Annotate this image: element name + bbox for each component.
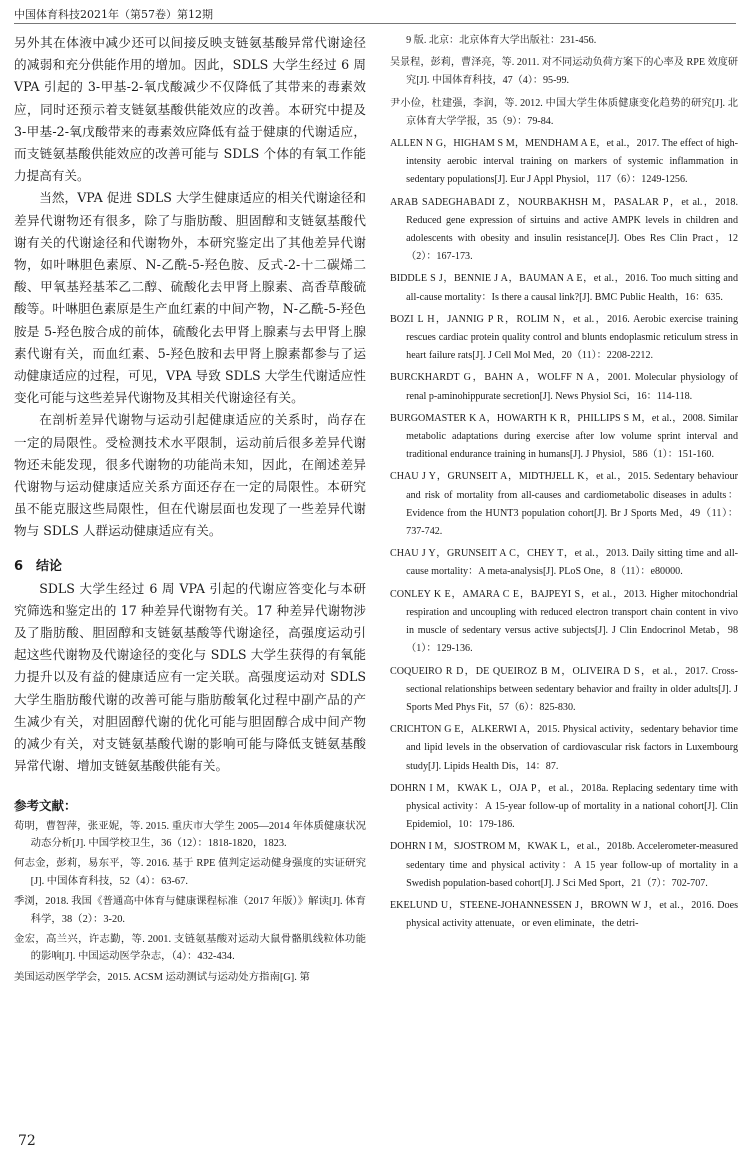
- conclusion-paragraph: SDLS 大学生经过 6 周 VPA 引起的代谢应答变化与本研究筛选和鉴定出的 17 种差异代谢物有关。17 种差异代谢物涉及了脂肪酸、胆固醇和支链氨基酸等代谢途径，高强度运动引起这些代谢物及代谢途径的变化与 SDLS 大学生获得的有氧能力提升以及有益的健康适应有一定关联。高强度运动对 SDLS 大学生脂肪酸代谢的改善可能与脂肪酸氧化过程中副产品的产生减少有关，对胆固醇代谢的优化可能与胆固醇合成中间产物的减少有关，对支链氨基酸代谢的影响可能与降低支链氨基酸异常代谢、增加支链氨基酸供能有关。: [14, 580, 366, 774]
- reference-item: BOZI L H，JANNIG P R，ROLIM N，et al.，2016. Aerobic exercise training rescues cardiac protein quality control and blunts endoplasmic reticulum stress in heart failure rats[J]. J Cell Mol Med，20（11）：2208-2212.: [390, 313, 738, 362]
- reference-item: BIDDLE S J，BENNIE J A，BAUMAN A E，et al.，2016. Too much sitting and all-cause mortality：Is there a causal link?[J]. BMC Public Health，16：635.: [390, 273, 738, 303]
- reference-item-continued: 9 版. 北京：北京体育大学出版社：231-456.: [406, 35, 597, 46]
- reference-item: 美国运动医学学会，2015. ACSM 运动测试与运动处方指南[G]. 第: [14, 971, 310, 983]
- reference-item: 季浏，2018. 我国《普通高中体育与健康课程标准（2017 年版）》解读[J]. 体育科学，38（2）：3-20.: [14, 896, 366, 925]
- body-paragraph: 在剖析差异代谢物与运动引起健康适应的关系时，尚存在一定的局限性。受检测技术水平限制，运动前后很多差异代谢物还未能发现，很多代谢物的功能尚未知，因此，在阐述差异代谢物与运动健康适应关系方面还存在一定的局限性。本研究虽不能克服这些局限性，但在代谢层面也发现了一些差异代谢物与 SDLS 人群运动健康适应有关。: [14, 412, 366, 539]
- right-column: [390, 32, 738, 937]
- reference-item: DOHRN I M，SJOSTROM M，KWAK L，et al.，2018b. Accelerometer-measured sedentary time and physical activity：A 15 year follow-up of mortality in a Swedish population-based cohort[J]. J Sci Med Sport，21（7）：702-707.: [390, 841, 738, 889]
- body-paragraph: 当然，VPA 促进 SDLS 大学生健康适应的相关代谢途径和差异代谢物还有很多，除了与脂肪酸、胆固醇和支链氨基酸代谢有关的代谢途径和代谢物外，本研究鉴定出了其他差异代谢物，如叶啉胆色素原、N-乙酰-5-羟色胺、反式-2-十二碳烯二酸、甲氧基羟基苯乙二醇、硫酸化去甲肾上腺素、高香草酸硫酸等。叶啉胆色素原是生产血红素的中间产物，N-乙酰-5-羟色胺是 5-羟色胺合成的前体，硫酸化去甲肾上腺素与去甲肾上腺素代谢有关，而血红素、5-羟色胺和去甲肾上腺素都参与了运动健康适应的过程，可见，VPA 导致 SDLS 大学生代谢适应性变化可能与这些差异代谢物及其相关代谢途径有关。: [14, 190, 366, 406]
- reference-item: COQUEIRO R D，DE QUEIROZ B M，OLIVEIRA D S，et al.，2017. Cross-sectional relationships between sedentary behavior and frailty in older adults[J]. J Sports Med Phys Fit，57（6）：825-830.: [390, 665, 738, 713]
- reference-item: BURCKHARDT G，BAHN A，WOLFF N A，2001. Molecular physiology of renal p-aminohippurate secretion[J]. News Physiol Sci，16：114-118.: [390, 372, 738, 402]
- reference-item: 尹小俭，杜建强，李润，等. 2012. 中国大学生体质健康变化趋势的研究[J]. 北京体育大学学报，35（9）：79-84.: [390, 97, 738, 127]
- reference-item: ALLEN N G，HIGHAM S M，MENDHAM A E，et al.，2017. The effect of high-intensity aerobic interval training on markers of systemic inflammation in sedentary populations[J]. Eur J Appl Physiol，117（6）：1249-1256.: [390, 138, 738, 186]
- reference-item: EKELUND U，STEENE-JOHANNESSEN J，BROWN W J，et al.，2016. Does physical activity attenuate，or even eliminate，the detri-: [390, 899, 738, 930]
- reference-item: DOHRN I M，KWAK L，OJA P，et al.，2018a. Replacing sedentary time with physical activity：A 15-year follow-up of mortality in a national cohort[J]. Clin Epidemiol，10：179-186.: [390, 782, 738, 831]
- reference-item: CONLEY K E，AMARA C E，BAJPEYI S，et al.，2013. Higher mitochondrial respiration and uncoupling with reduced electron transport chain content in vivo in muscle of sedentary versus active subjects[J]. J Clin Endocrinol Metab，98（1）：129-136.: [390, 588, 738, 655]
- header-divider: [14, 23, 736, 24]
- left-column: [14, 32, 366, 989]
- reference-item: 吴景程，彭莉，曹泽亮，等. 2011. 对不同运动负荷方案下的心率及 RPE 效度研究[J]. 中国体育科技，47（4）：95-99.: [390, 57, 738, 87]
- reference-item: CHAU J Y，GRUNSEIT A，MIDTHJELL K，et al.，2015. Sedentary behaviour and risk of mortality from all-causes and cardiometabolic diseases in adults：Evidence from the HUNT3 population cohort[J]. Br J Sports Med，49（11）：737-742.: [390, 471, 738, 538]
- reference-item: BURGOMASTER K A，HOWARTH K R，PHILLIPS S M，et al.，2008. Similar metabolic adaptations during exercise after low volume sprint interval and traditional endurance training in humans[J]. J Physiol，586（1）：151-160.: [390, 412, 738, 461]
- reference-item: CHAU J Y，GRUNSEIT A C，CHEY T，et al.，2013. Daily sitting time and all-cause mortality：A meta-analysis[J]. PLoS One，8（11）：e80000.: [390, 548, 738, 578]
- section-heading-conclusion: 6 结论: [14, 558, 63, 574]
- reference-item: 金宏，高兰兴，许志勤，等. 2001. 支链氨基酸对运动大鼠骨骼肌线粒体功能的影响[J]. 中国运动医学杂志，（4）：432-434.: [14, 933, 366, 963]
- reference-item: ARAB SADEGHABADI Z，NOURBAKHSH M，PASALAR P，et al.，2018. Reduced gene expression of sirtuins and active AMPK levels in children and adolescents with obesity and insulin resistance[J]. Obes Res Clin Pract，12（2）：167-173.: [390, 196, 738, 263]
- running-header: 中国体育科技2021年（第57卷）第12期: [14, 8, 213, 21]
- reference-item: 荀明，曹智萍，张亚妮，等. 2015. 重庆市大学生 2005—2014 年体质健康状况动态分析[J]. 中国学校卫生，36（12）：1818-1820，1823.: [14, 820, 366, 849]
- references-heading: 参考文献：: [14, 797, 77, 813]
- reference-item: CRICHTON G E，ALKERWI A，2015. Physical activity，sedentary behavior time and lipid levels in the observation of cardiovascular risk factors in Luxembourg study[J]. Lipids Health Dis，14：87.: [390, 724, 738, 772]
- page-number: 72: [18, 1133, 36, 1149]
- reference-item: 何志金，彭莉，易东平，等. 2016. 基于 RPE 值判定运动健身强度的实证研究[J]. 中国体育科技，52（4）：63-67.: [14, 858, 366, 887]
- body-paragraph: 另外其在体液中减少还可以间接反映支链氨基酸异常代谢途径的减弱和充分供能作用的增加。因此，SDLS 大学生经过 6 周 VPA 引起的 3-甲基-2-氧戊酸减少不仅降低了其带来的毒素效应，同时还预示着支链氨基酸供能效应的改善。本研究中提及 3-甲基-2-氧戊酸带来的毒素效应降低有益于健康的代谢适应，而支链氨基酸供能效应的改善可能与 SDLS 个体的有氧工作能力提高有关。: [14, 35, 366, 184]
